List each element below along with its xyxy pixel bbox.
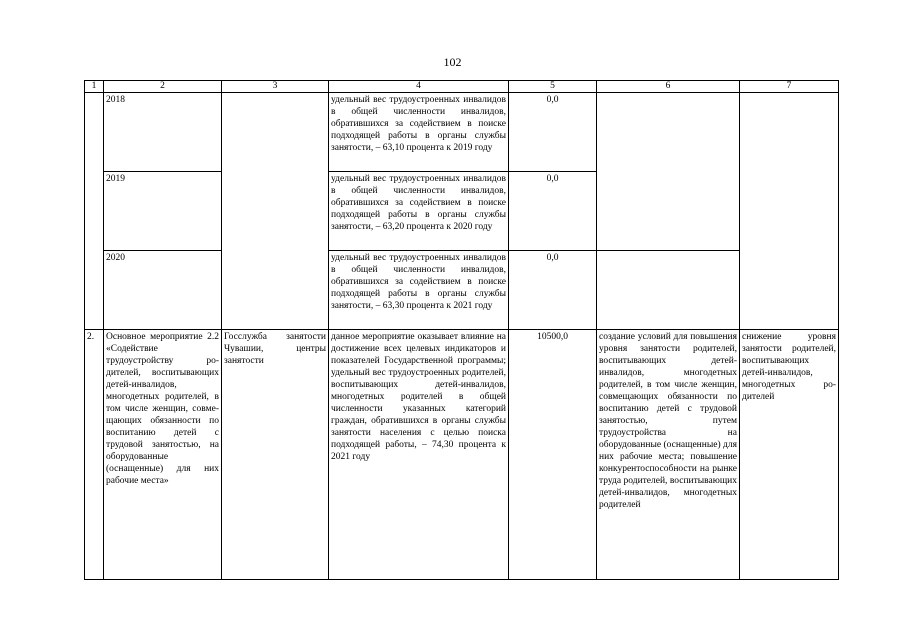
indicator-cell: данное мероприятие оказывает влияние на достижение всех целевых индикаторов и показателей Государственной программы; удельный вес трудоустроенных родителей, воспитывающих детей-инвалидов, многодетных родителей в общей численности указанных категорий граждан, обратившихся в органы службы занятости населения с целью поиска подходящей работы, – 74,30 процента к 2021 году <box>329 330 509 580</box>
funding-cell: 0,0 <box>509 251 597 330</box>
column-number: 5 <box>509 81 597 93</box>
column-number: 1 <box>85 81 104 93</box>
indicator-cell: удельный вес трудоустроенных инвалидов в общей численности инвалидов, обратившихся за содействием в поиске подходящей работы в органы службы занятости, – 63,30 процента к 2021 году <box>329 251 509 330</box>
column-number: 2 <box>104 81 222 93</box>
indicator-cell: удельный вес трудоустроенных инвалидов в общей численности инвалидов, обратившихся за содействием в поиске подходящей работы в органы службы занятости, – 63,10 процента к 2019 году <box>329 93 509 172</box>
column-number: 3 <box>222 81 329 93</box>
funding-cell: 10500,0 <box>509 330 597 580</box>
table-row-2018 <box>85 93 839 172</box>
funding-cell: 0,0 <box>509 93 597 172</box>
consequences-cell: снижение уровня занятости родителей, воспитывающих детей-инвалидов, многодетных родителей <box>740 330 839 580</box>
column-number: 4 <box>329 81 509 93</box>
table-row-main-activity <box>85 330 839 580</box>
program-table <box>84 80 839 580</box>
indicator-cell: удельный вес трудоустроенных инвалидов в общей численности инвалидов, обратившихся за содействием в поиске подходящей работы в органы службы занятости, – 63,20 процента к 2020 году <box>329 172 509 251</box>
column-number: 6 <box>597 81 740 93</box>
year-cell: 2018 <box>104 93 222 172</box>
table-row-2019 <box>85 172 839 251</box>
page-number: 102 <box>443 55 462 69</box>
year-cell: 2020 <box>104 251 222 330</box>
activity-name: Основное мероприятие 2.2 «Содействие трудоустройству родителей, воспитывающих детей-инвалидов, многодетных родителей, в том числе женщин, совмещающих обязанности по воспитанию детей с трудовой занятостью, на оборудованные (оснащенные) для них рабочие места» <box>104 330 222 580</box>
table-row-2020 <box>85 251 839 330</box>
column-number: 7 <box>740 81 839 93</box>
expected-result-cell: создание условий для повышения уровня занятости родителей, воспитывающих детей-инвалидов, многодетных родителей, в том числе женщин, совмещающих обязанности по воспитанию детей с трудовой занятостью, путем трудоустройства на оборудованные (оснащенные) для них рабочие места; повышение конкурентоспособности на рынке труда родителей, воспитывающих детей-инвалидов, многодетных родителей <box>597 330 740 580</box>
year-cell: 2019 <box>104 172 222 251</box>
funding-cell: 0,0 <box>509 172 597 251</box>
column-number-row <box>85 81 839 93</box>
row-number: 2. <box>85 330 104 580</box>
executor-cell: Госслужба занятости Чувашии, центры занятости <box>222 330 329 580</box>
